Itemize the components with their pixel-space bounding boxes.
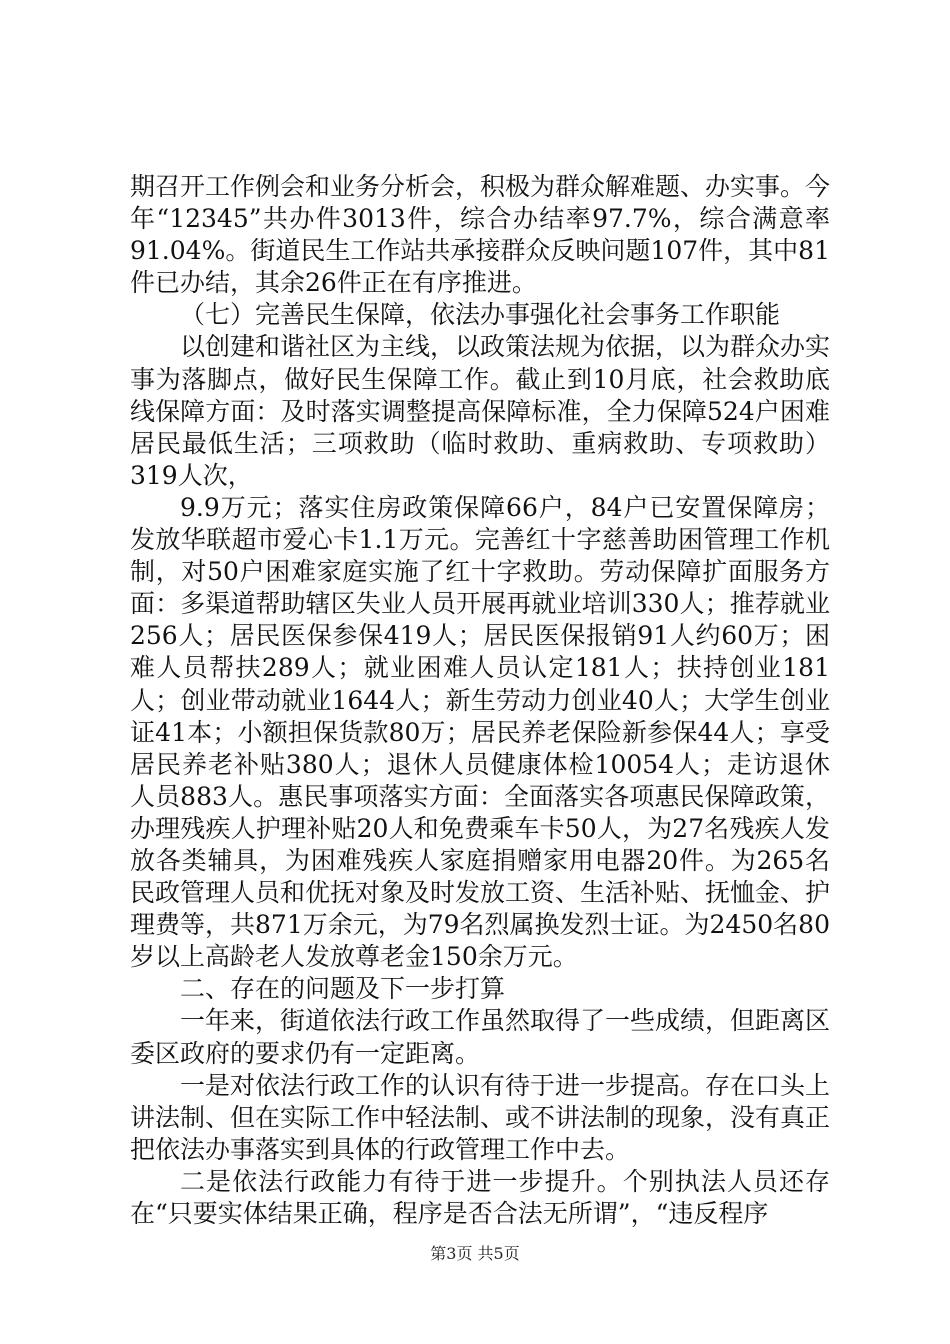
- page-number-footer: 第3页 共5页: [430, 1244, 520, 1263]
- document-body: [130, 171, 830, 1230]
- paragraph-continuation: 期召开工作例会和业务分析会，积极为群众解难题、办实事。今年“12345”共办件3013件，综合办结率97.7%，综合满意率91.04%。街道民生工作站共承接群众反映问题107件，其中81件已办结，其余26件正在有序推进。: [130, 172, 831, 298]
- paragraph-social-security-details: 9.9万元；落实住房政策保障66户，84户已安置保障房；发放华联超市爱心卡1.1万元。完善红十字慈善助困管理工作机制，对50户困难家庭实施了红十字救助。劳动保障扩面服务方面：多渠道帮助辖区失业人员开展再就业培训330人；推荐就业256人；居民医保参保419人；居民医保报销91人约60万；困难人员帮扶289人；就业困难人员认定181人；扶持创业181人；创业带动就业1644人；新生劳动力创业40人；大学生创业证41本；小额担保货款80万；居民养老保险新参保44人；享受居民养老补贴380人；退休人员健康体检10054人；走访退休人员883人。惠民事项落实方面：全面落实各项惠民保障政策，办理残疾人护理补贴20人和免费乘车卡50人，为27名残疾人发放各类辅具，为困难残疾人家庭捐赠家用电器20件。为265名民政管理人员和优抚对象及时发放工资、生活补贴、抚恤金、护理费等，共871万余元，为79名烈属换发烈士证。为2450名80岁以上高龄老人发放尊老金150余万元。: [130, 492, 831, 972]
- section-heading-seven: （七）完善民生保障，依法办事强化社会事务工作职能: [180, 300, 781, 330]
- paragraph-problems-intro: 一年来，街道依法行政工作虽然取得了一些成绩，但距离区委区政府的要求仍有一定距离。: [130, 1006, 831, 1068]
- section-heading-two: 二、存在的问题及下一步打算: [180, 974, 506, 1004]
- paragraph-problem-one: 一是对依法行政工作的认识有待于进一步提高。存在口头上讲法制、但在实际工作中轻法制、或不讲法制的现象，没有真正把依法办事落实到具体的行政管理工作中去。: [130, 1070, 831, 1164]
- paragraph-social-security-intro: 以创建和谐社区为主线，以政策法规为依据，以为群众办实事为落脚点，做好民生保障工作。截止到10月底，社会救助底线保障方面：及时落实调整提高保障标准，全力保障524户困难居民最低生活；三项救助（临时救助、重病救助、专项救助）319人次，: [130, 332, 831, 490]
- paragraph-problem-two: 二是依法行政能力有待于进一步提升。个别执法人员还存在“只要实体结果正确，程序是否合法无所谓”，“违反程序: [130, 1166, 830, 1228]
